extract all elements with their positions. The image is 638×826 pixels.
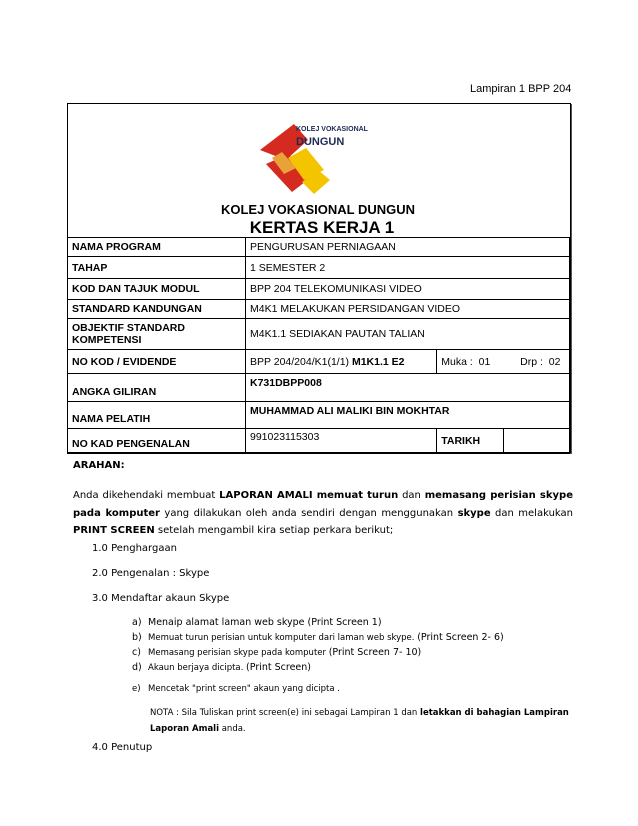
instructions-paragraph [73, 487, 573, 540]
nokod-value [246, 350, 437, 374]
objektif-value: M4K1.1 SEDIAKAN PAUTAN TALIAN [246, 319, 570, 350]
page-count [437, 350, 570, 374]
appendix-label: Lampiran 1 BPP 204 [470, 83, 572, 95]
subitem-c-mark: c) [132, 647, 141, 658]
school-name: KOLEJ VOKASIONAL DUNGUN [220, 202, 416, 217]
kod-label: KOD DAN TAJUK MODUL [68, 279, 246, 300]
nokod-label: NO KOD / EVIDENDE [68, 350, 246, 374]
subitem-a-text: Menaip alamat laman web skype (Print Screen 1) [148, 617, 382, 628]
drp-value: 02 [548, 355, 561, 368]
subitem-d-mark: d) [132, 662, 142, 673]
info-table [67, 237, 570, 454]
subitem-e [132, 684, 340, 694]
school-logo [258, 118, 368, 196]
item-penutup: 4.0 Penutup [92, 742, 153, 753]
kp-label: NO KAD PENGENALAN [68, 429, 246, 454]
subitem-d-tail: (Print Screen) [246, 662, 311, 673]
subitem-c-text: Memasang perisian skype pada komputer [148, 648, 329, 658]
para-2: LAPORAN AMALI memuat turun [219, 490, 399, 501]
angka-label: ANGKA GILIRAN [68, 374, 246, 402]
tahap-label: TAHAP [68, 257, 246, 279]
item-mendaftar: 3.0 Mendaftar akaun Skype [92, 593, 230, 604]
item-pengenalan: 2.0 Pengenalan : Skype [92, 568, 210, 579]
subitem-d [132, 662, 311, 673]
drp-label: Drp : [520, 355, 543, 368]
para-3: dan [398, 490, 425, 501]
tarikh-label: TARIKH [437, 429, 504, 454]
note-1: NOTA : Sila Tuliskan print screen(e) ini sebagai Lampiran 1 dan [150, 708, 421, 718]
kp-value: 991023115303 [246, 429, 437, 454]
angka-value: K731DBPP008 [246, 374, 570, 402]
nokod-value-a: BPP 204/204/K1(1/1) [250, 355, 352, 368]
standard-value: M4K1 MELAKUKAN PERSIDANGAN VIDEO [246, 300, 570, 319]
program-value: PENGURUSAN PERNIAGAAN [246, 238, 570, 257]
para-8: PRINT SCREEN [73, 525, 155, 536]
subitem-c [132, 647, 421, 658]
para-5: yang dilakukan oleh anda sendiri dengan menggunakan [159, 507, 458, 519]
subitem-e-text: Mencetak "print screen" akaun yang dicipta . [148, 684, 340, 694]
para-6: skype [457, 507, 491, 519]
objektif-label-line1: OBJEKTIF STANDARD [72, 322, 185, 334]
program-label: NAMA PROGRAM [68, 238, 246, 257]
instructions-heading: ARAHAN: [73, 460, 125, 471]
para-9: setelah mengambil kira setiap perkara berikut; [154, 525, 394, 536]
subitem-b-mark: b) [132, 632, 142, 643]
note [150, 705, 580, 737]
standard-label: STANDARD KANDUNGAN [68, 300, 246, 319]
subitem-b [132, 632, 504, 643]
subitem-a [132, 617, 382, 628]
subitem-d-text: Akaun berjaya dicipta. [148, 663, 247, 673]
logo-text-bottom: DUNGUN [296, 136, 345, 148]
para-7: dan melakukan [490, 507, 573, 519]
para-1: Anda dikehendaki membuat [73, 490, 220, 501]
tahap-value: 1 SEMESTER 2 [246, 257, 570, 279]
pelatih-label: NAMA PELATIH [68, 402, 246, 429]
tarikh-value [504, 429, 570, 454]
subitem-b-text: Memuat turun perisian untuk komputer dari laman web skype. [148, 633, 418, 643]
logo-text-top: KOLEJ VOKASIONAL [296, 126, 368, 133]
kod-value: BPP 204 TELEKOMUNIKASI VIDEO [246, 279, 570, 300]
subitem-b-tail: (Print Screen 2- 6) [417, 632, 504, 643]
muka-label: Muka : [441, 355, 473, 368]
nokod-value-b: M1K1.1 E2 [351, 355, 405, 368]
pelatih-value: MUHAMMAD ALI MALIKI BIN MOKHTAR [246, 402, 570, 429]
subitem-e-mark: e) [132, 684, 141, 694]
objektif-label-line2: KOMPETENSI [72, 334, 142, 346]
objektif-label [68, 319, 246, 350]
para-4: memasang perisian skype pada komputer [73, 490, 573, 519]
muka-value: 01 [478, 355, 491, 368]
subitem-c-tail: (Print Screen 7- 10) [328, 647, 422, 658]
note-3: anda. [219, 724, 246, 734]
note-2: letakkan di bahagian Lampiran Laporan Amali [150, 708, 569, 734]
subitem-a-mark: a) [132, 617, 142, 628]
item-penghargaan: 1.0 Penghargaan [92, 543, 177, 554]
document-title: KERTAS KERJA 1 [249, 218, 395, 237]
